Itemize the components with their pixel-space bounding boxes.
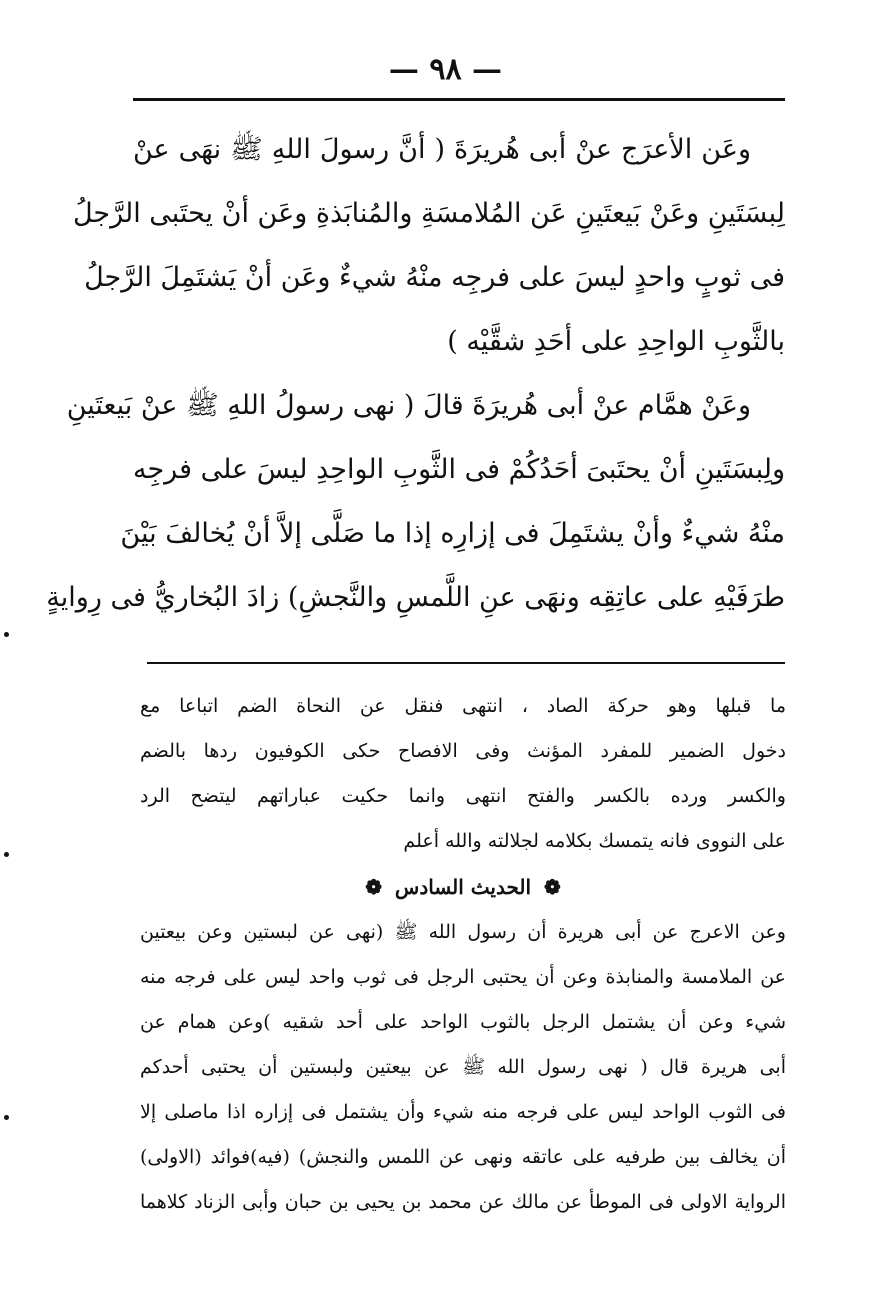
margin-mark	[4, 852, 9, 857]
commentary-line: دخول الضمير للمفرد المؤنث وفى الافصاح حكى الكوفيون ردها بالضم	[140, 740, 786, 762]
main-text-line: لِبسَتَينِ وعَنْ بَيعتَينِ عَن المُلامسَةِ والمُنابَذةِ وعَن أنْ يحتَبى الرَّجلُ	[72, 198, 785, 229]
main-text-line: منْهُ شيءٌ وأنْ يشتَمِلَ فى إزارِه إذا ما صَلَّى إلاَّ أنْ يُخالفَ بَيْنَ	[120, 518, 785, 549]
section-heading	[140, 864, 786, 910]
main-hadith-text	[46, 118, 785, 630]
margin-mark	[4, 632, 9, 637]
hadith-commentary-line: وعن الاعرج عن أبى هريرة أن رسول الله ﷺ (نهى عن لبستين وعن بيعتين	[140, 921, 786, 943]
section-divider-rule	[147, 662, 785, 664]
hadith-commentary-line: شيء وعن أن يشتمل الرجل بالثوب الواحد على أحد شقيه )وعن همام عن	[140, 1011, 786, 1033]
commentary-line: والكسر ورده بالكسر والفتح انتهى وانما حكيت عباراتهم ليتضح الرد	[140, 785, 786, 807]
commentary-line: على النووى فانه يتمسك بكلامه لجلالته والله أعلم	[403, 830, 786, 852]
hadith-commentary-line: أن يخالف بين طرفيه على عاتقه ونهى عن اللمس والنجش) (فيه)فوائد (الاولى)	[140, 1146, 786, 1168]
main-text-line: وعَن الأعرَج عنْ أبى هُريرَةَ ( أنَّ رسولَ اللهِ ﷺ نهَى عنْ	[133, 134, 751, 165]
commentary-line: ما قبلها وهو حركة الصاد ، انتهى فنقل عن النحاة الضم اتباعا مع	[140, 695, 786, 717]
main-text-line: فى ثوبٍ واحدٍ ليسَ على فرجِه منْهُ شيءٌ وعَن أنْ يَشتَمِلَ الرَّجلُ	[84, 262, 785, 293]
hadith-commentary-line: عن الملامسة والمنابذة وعن أن يحتبى الرجل فى ثوب واحد ليس على فرجه منه	[140, 966, 786, 988]
hadith-commentary-line: الرواية الاولى فى الموطأ عن مالك عن محمد بن يحيى بن حبان وأبى الزناد كلاهما	[140, 1191, 786, 1213]
section-heading-text: الحديث السادس	[394, 875, 532, 899]
main-text-line: ولِبسَتَينِ أنْ يحتَبىَ أحَدُكُمْ فى الثَّوبِ الواحِدِ ليسَ على فرجِه	[133, 454, 785, 485]
ornament-icon: ❁	[365, 875, 382, 899]
commentary-block	[140, 684, 786, 1225]
page-number: — ٩٨ —	[388, 52, 503, 87]
hadith-commentary-line: فى الثوب الواحد ليس على فرجه منه شيء وأن يشتمل فى إزاره اذا ماصلى إلا	[140, 1101, 786, 1123]
header-rule	[133, 98, 785, 101]
main-text-line: بالثَّوبِ الواحِدِ على أحَدِ شقَّيْه )	[447, 326, 785, 357]
main-text-line: طرَفَيْهِ على عاتِقِه ونهَى عنِ اللَّمسِ والنَّجشِ) زادَ البُخاريُّ فى رِوايةٍ	[46, 582, 785, 613]
ornament-icon: ❁	[544, 875, 561, 899]
margin-mark	[4, 1115, 9, 1120]
hadith-commentary-line: أبى هريرة قال ( نهى رسول الله ﷺ عن بيعتين ولبستين أن يحتبى أحدكم	[140, 1056, 786, 1078]
main-text-line: وعَنْ همَّام عنْ أبى هُريرَةَ قالَ ( نهى رسولُ اللهِ ﷺ عنْ بَيعتَينِ	[66, 390, 751, 421]
